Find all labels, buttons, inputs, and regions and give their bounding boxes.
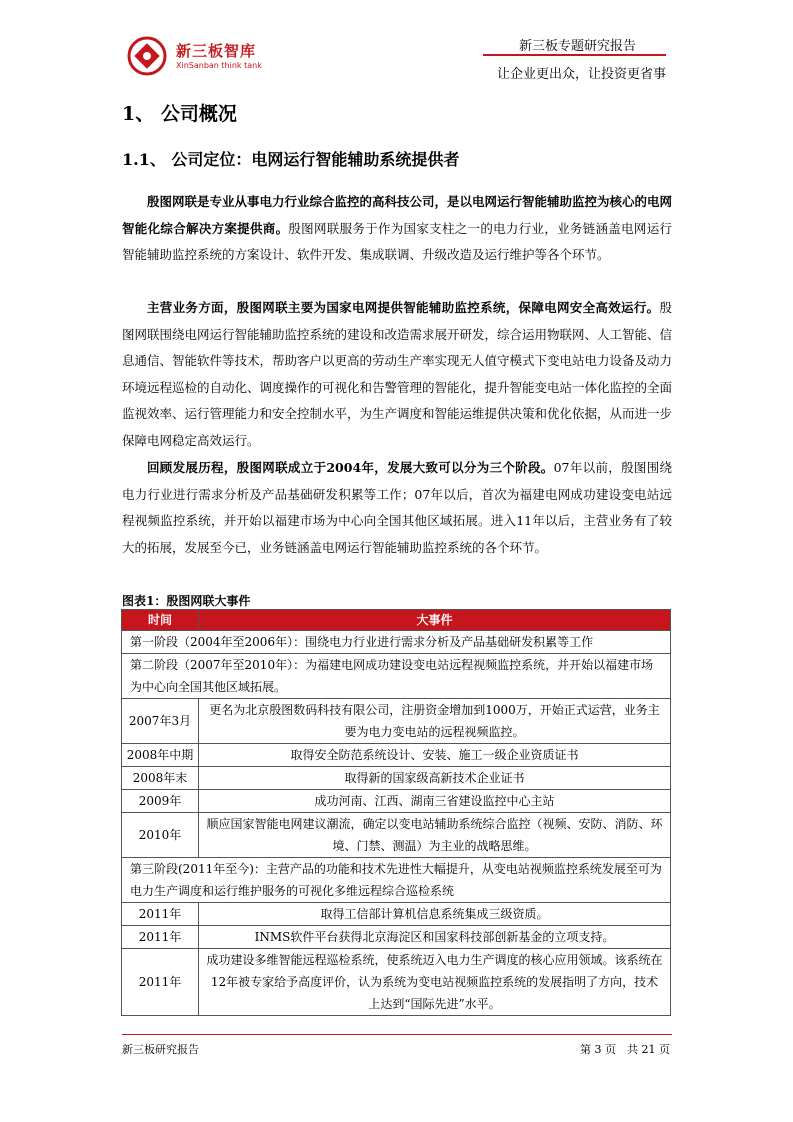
table-row: [122, 949, 671, 1016]
subsection-heading: 1.1、 公司定位：电网运行智能辅助系统提供者: [122, 150, 460, 169]
events-table: [121, 609, 671, 1016]
table-row: [122, 903, 671, 926]
stage-3: 第三阶段(2011年至今)：主营产品的功能和技术先进性大幅提升，从变电站视频监控系统发展至可为电力生产调度和运行维护服务的可视化多维远程综合巡检系统: [122, 858, 671, 903]
stage-1: 第一阶段（2004年至2006年）：围绕电力行业进行需求分析及产品基础研发积累等工作: [122, 631, 671, 654]
event-desc: 顺应国家智能电网建议潮流，确定以变电站辅助系统综合监控（视频、安防、消防、环境、门禁、测温）为主业的战略思维。: [199, 813, 671, 858]
table-header-row: [122, 610, 671, 631]
event-time: 2011年: [122, 903, 199, 926]
event-desc: 成功建设多维智能远程巡检系统，使系统迈入电力生产调度的核心应用领域。该系统在12年被专家给予高度评价，认为系统为变电站视频监控系统的发展指明了方向，技术上达到“国际先进”水平。: [199, 949, 671, 1016]
section-heading: 1、 公司概况: [122, 103, 237, 125]
paragraph-business: [122, 295, 672, 454]
header-divider: [483, 54, 666, 56]
page-number: 第 3 页 共 21 页: [580, 1043, 670, 1056]
footer-divider: [122, 1034, 672, 1035]
logo-text: 新三板智库: [176, 42, 257, 60]
paragraph-body: 07年以前，殷图围绕电力行业进行需求分析及产品基础研发积累等工作；07年以后，首次为福建电网成功建设变电站远程视频监控系统，并开始以福建市场为中心向全国其他区域拓展。进入11年以后，主营业务有了较大的拓展，发展至今已，业务链涵盖电网运行智能辅助监控系统的各个环节。: [122, 460, 672, 555]
stage-row: [122, 858, 671, 903]
paragraph-positioning: [122, 189, 672, 269]
col-time-header: 时间: [122, 610, 199, 631]
event-desc: 成功河南、江西、湖南三省建设监控中心主站: [199, 790, 671, 813]
logo-icon: [127, 36, 167, 76]
footer-label: 新三板研究报告: [122, 1043, 199, 1056]
event-desc: 取得工信部计算机信息系统集成三级资质。: [199, 903, 671, 926]
table-row: [122, 813, 671, 858]
event-time: 2011年: [122, 949, 199, 1016]
paragraph-lead: 主营业务方面，殷图网联主要为国家电网提供智能辅助监控系统，保障电网安全高效运行。: [147, 300, 660, 315]
stage-row: [122, 631, 671, 654]
paragraph-lead: 回顾发展历程，殷图网联成立于2004年，发展大致可以分为三个阶段。: [147, 460, 554, 475]
paragraph-body: 殷图网联围绕电网运行智能辅助监控系统的建设和改造需求展开研发，综合运用物联网、人工智能、信息通信、智能软件等技术，帮助客户以更高的劳动生产率实现无人值守模式下变电站电力设备及动力环境远程巡检的自动化、调度操作的可视化和告警管理的智能化，提升智能变电站一体化监控的全面监视效率、运行管理能力和安全控制水平，为生产调度和智能运维提供决策和优化依据，从而进一步保障电网稳定高效运行。: [122, 300, 673, 448]
paragraph-body: 殷图网联服务于作为国家支柱之一的电力行业，业务链涵盖电网运行智能辅助监控系统的方案设计、软件开发、集成联调、升级改造及运行维护等各个环节。: [122, 220, 672, 262]
table-row: [122, 926, 671, 949]
table-row: [122, 790, 671, 813]
header-slogan: 让企业更出众，让投资更省事: [496, 67, 666, 82]
event-desc: INMS软件平台获得北京海淀区和国家科技部创新基金的立项支持。: [199, 926, 671, 949]
event-desc: 取得新的国家级高新技术企业证书: [199, 767, 671, 790]
event-time: 2007年3月: [122, 699, 199, 744]
report-title: 新三板专题研究报告: [518, 39, 636, 54]
paragraph-history: [122, 455, 672, 561]
table-row: [122, 699, 671, 744]
stage-2: 第二阶段（2007年至2010年）：为福建电网成功建设变电站远程视频监控系统，并开始以福建市场为中心向全国其他区域拓展。: [122, 654, 671, 699]
event-time: 2011年: [122, 926, 199, 949]
event-desc: 更名为北京殷图数码科技有限公司，注册资金增加到1000万，开始正式运营，业务主要为电力变电站的远程视频监控。: [199, 699, 671, 744]
col-event-header: 大事件: [199, 610, 671, 631]
logo-subtext: XinSanban think tank: [176, 61, 262, 70]
event-time: 2009年: [122, 790, 199, 813]
event-time: 2010年: [122, 813, 199, 858]
table-row: [122, 767, 671, 790]
paragraph-lead: 殷图网联是专业从事电力行业综合监控的高科技公司，是以电网运行智能辅助监控为核心的电网智能化综合解决方案提供商。: [122, 194, 673, 236]
table-row: [122, 744, 671, 767]
event-time: 2008年末: [122, 767, 199, 790]
figure-caption: 图表1：殷图网联大事件: [122, 594, 251, 608]
stage-row: [122, 654, 671, 699]
event-desc: 取得安全防范系统设计、安装、施工一级企业资质证书: [199, 744, 671, 767]
event-time: 2008年中期: [122, 744, 199, 767]
